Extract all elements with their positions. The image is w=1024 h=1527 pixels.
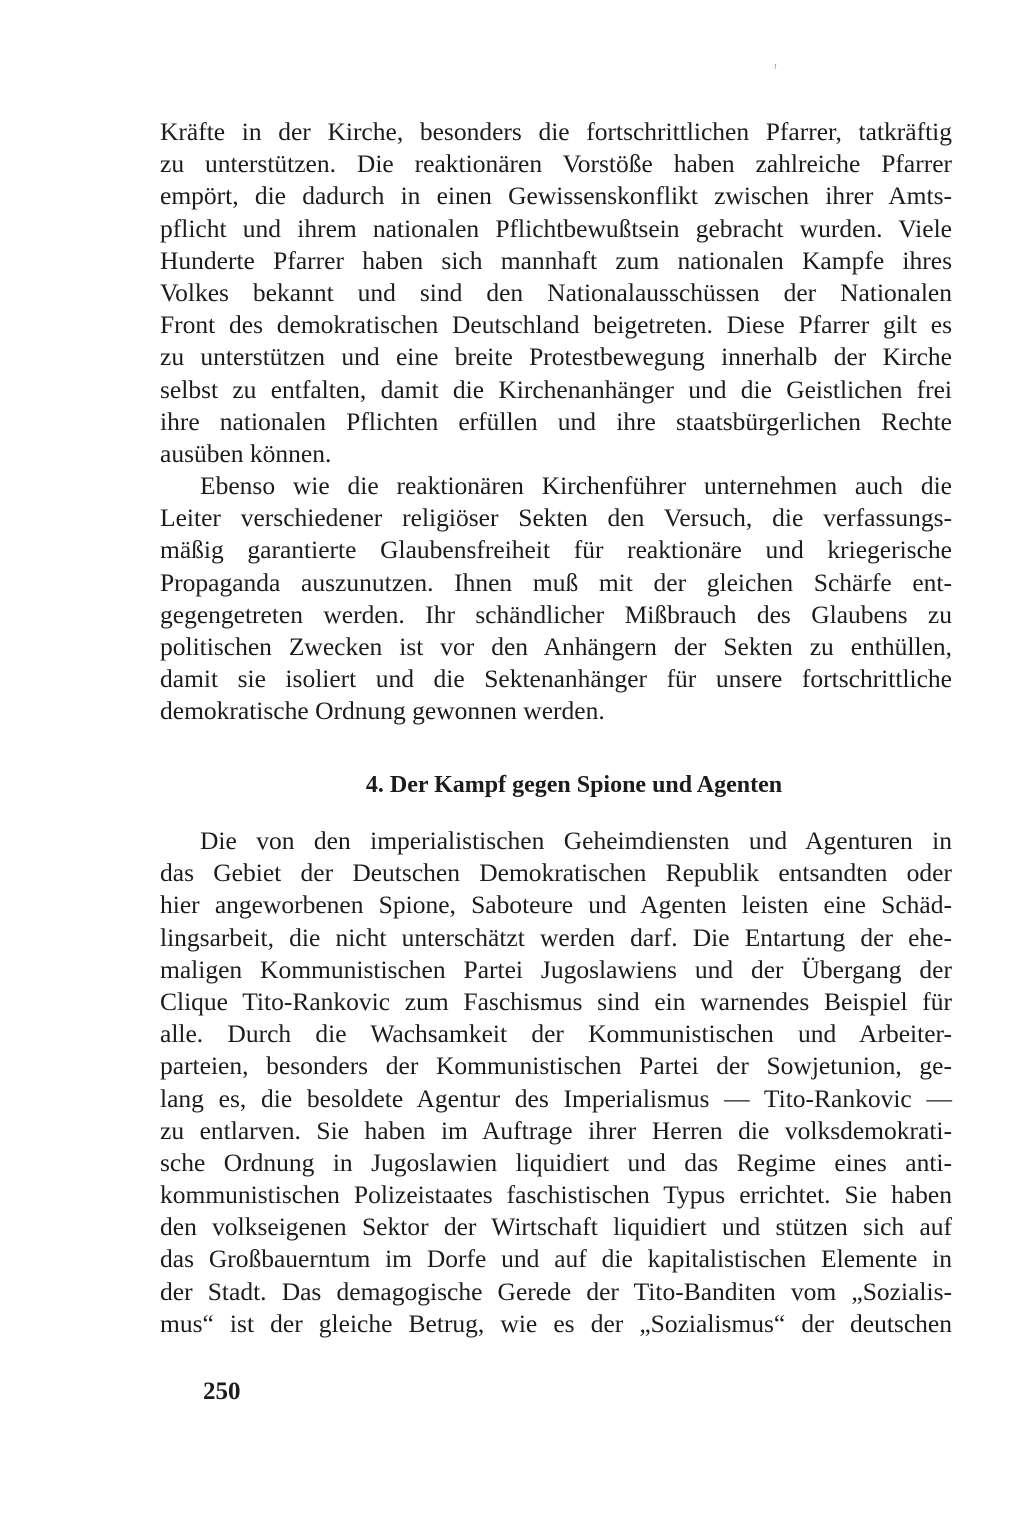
text-line: lang es, die besoldete Agentur des Imperialismus — Tito-Rankovic — (160, 1083, 952, 1113)
text-line: damit sie isoliert und die Sektenanhänger für unsere fortschrittliche (160, 664, 952, 694)
margin-mark: ᶦ (773, 60, 776, 77)
text-line: alle. Durch die Wachsamkeit der Kommunistischen und Arbeiter- (160, 1019, 952, 1049)
paragraph-churches (160, 116, 952, 470)
text-line: mäßig garantierte Glaubensfreiheit für reaktionäre und kriegerische (160, 535, 952, 565)
text-line: Leiter verschiedener religiöser Sekten den Versuch, die verfassungs- (160, 503, 952, 533)
body-text-lower (160, 825, 952, 1340)
text-line: zu unterstützen und eine breite Protestbewegung innerhalb der Kirche (160, 342, 952, 372)
page-number: 250 (203, 1378, 241, 1405)
text-line: pflicht und ihrem nationalen Pflichtbewußtsein gebracht wurden. Viele (160, 213, 952, 243)
text-line: politischen Zwecken ist vor den Anhängern der Sekten zu enthüllen, (160, 632, 952, 661)
text-line: der Stadt. Das demagogische Gerede der Tito-Banditen vom „Sozialis- (160, 1276, 952, 1306)
text-line: sche Ordnung in Jugoslawien liquidiert und das Regime eines anti- (160, 1147, 952, 1177)
text-line: ausüben können. (160, 438, 332, 468)
text-line: Hunderte Pfarrer haben sich mannhaft zum nationalen Kampfe ihres (160, 245, 952, 275)
text-line: Ebenso wie die reaktionären Kirchenführer unternehmen auch die (200, 471, 952, 501)
text-line: parteien, besonders der Kommunistischen Partei der Sowjetunion, ge- (160, 1051, 952, 1081)
body-text-upper (160, 116, 952, 728)
text-line: Kräfte in der Kirche, besonders die fortschrittlichen Pfarrer, tatkräftig (160, 117, 952, 146)
text-line: empört, die dadurch in einen Gewissenskonflikt zwischen ihrer Amts- (160, 181, 952, 211)
paragraph-sects (160, 470, 952, 728)
section-heading: 4. Der Kampf gegen Spione und Agenten (365, 772, 783, 798)
text-line: zu unterstützen. Die reaktionären Vorstöße haben zahlreiche Pfarrer (160, 149, 952, 179)
text-line: Clique Tito-Rankovic zum Faschismus sind ein warnendes Beispiel für (160, 986, 952, 1016)
text-line: den volkseigenen Sektor der Wirtschaft liquidiert und stützen sich auf (160, 1212, 952, 1242)
text-line: maligen Kommunistischen Partei Jugoslawiens und der Übergang der (160, 954, 952, 984)
text-line: mus“ ist der gleiche Betrug, wie es der „Sozialismus“ der deutschen (160, 1308, 952, 1338)
text-line: selbst zu entfalten, damit die Kirchenanhänger und die Geistlichen frei (160, 374, 952, 404)
text-line: Die von den imperialistischen Geheimdiensten und Agenturen in (200, 826, 952, 855)
text-line: Front des demokratischen Deutschland beigetreten. Diese Pfarrer gilt es (160, 310, 952, 340)
text-line: Propaganda auszunutzen. Ihnen muß mit der gleichen Schärfe ent- (160, 567, 952, 597)
text-line: ihre nationalen Pflichten erfüllen und ihre staatsbürgerlichen Rechte (160, 406, 952, 436)
text-line: das Gebiet der Deutschen Demokratischen Republik entsandten oder (160, 858, 952, 888)
text-line: Volkes bekannt und sind den Nationalausschüssen der Nationalen (160, 277, 952, 307)
text-line: gegengetreten werden. Ihr schändlicher Mißbrauch des Glaubens zu (160, 599, 952, 629)
paragraph-agents (160, 825, 952, 1340)
text-line: hier angeworbenen Spione, Saboteure und Agenten leisten eine Schäd- (160, 890, 952, 920)
text-line: kommunistischen Polizeistaates faschistischen Typus errichtet. Sie haben (160, 1180, 952, 1210)
text-line: zu entlarven. Sie haben im Auftrage ihrer Herren die volksdemokrati- (160, 1115, 952, 1145)
text-line: demokratische Ordnung gewonnen werden. (160, 696, 605, 726)
text-line: das Großbauerntum im Dorfe und auf die kapitalistischen Elemente in (160, 1244, 952, 1274)
text-line: lingsarbeit, die nicht unterschätzt werden darf. Die Entartung der ehe- (160, 922, 952, 952)
